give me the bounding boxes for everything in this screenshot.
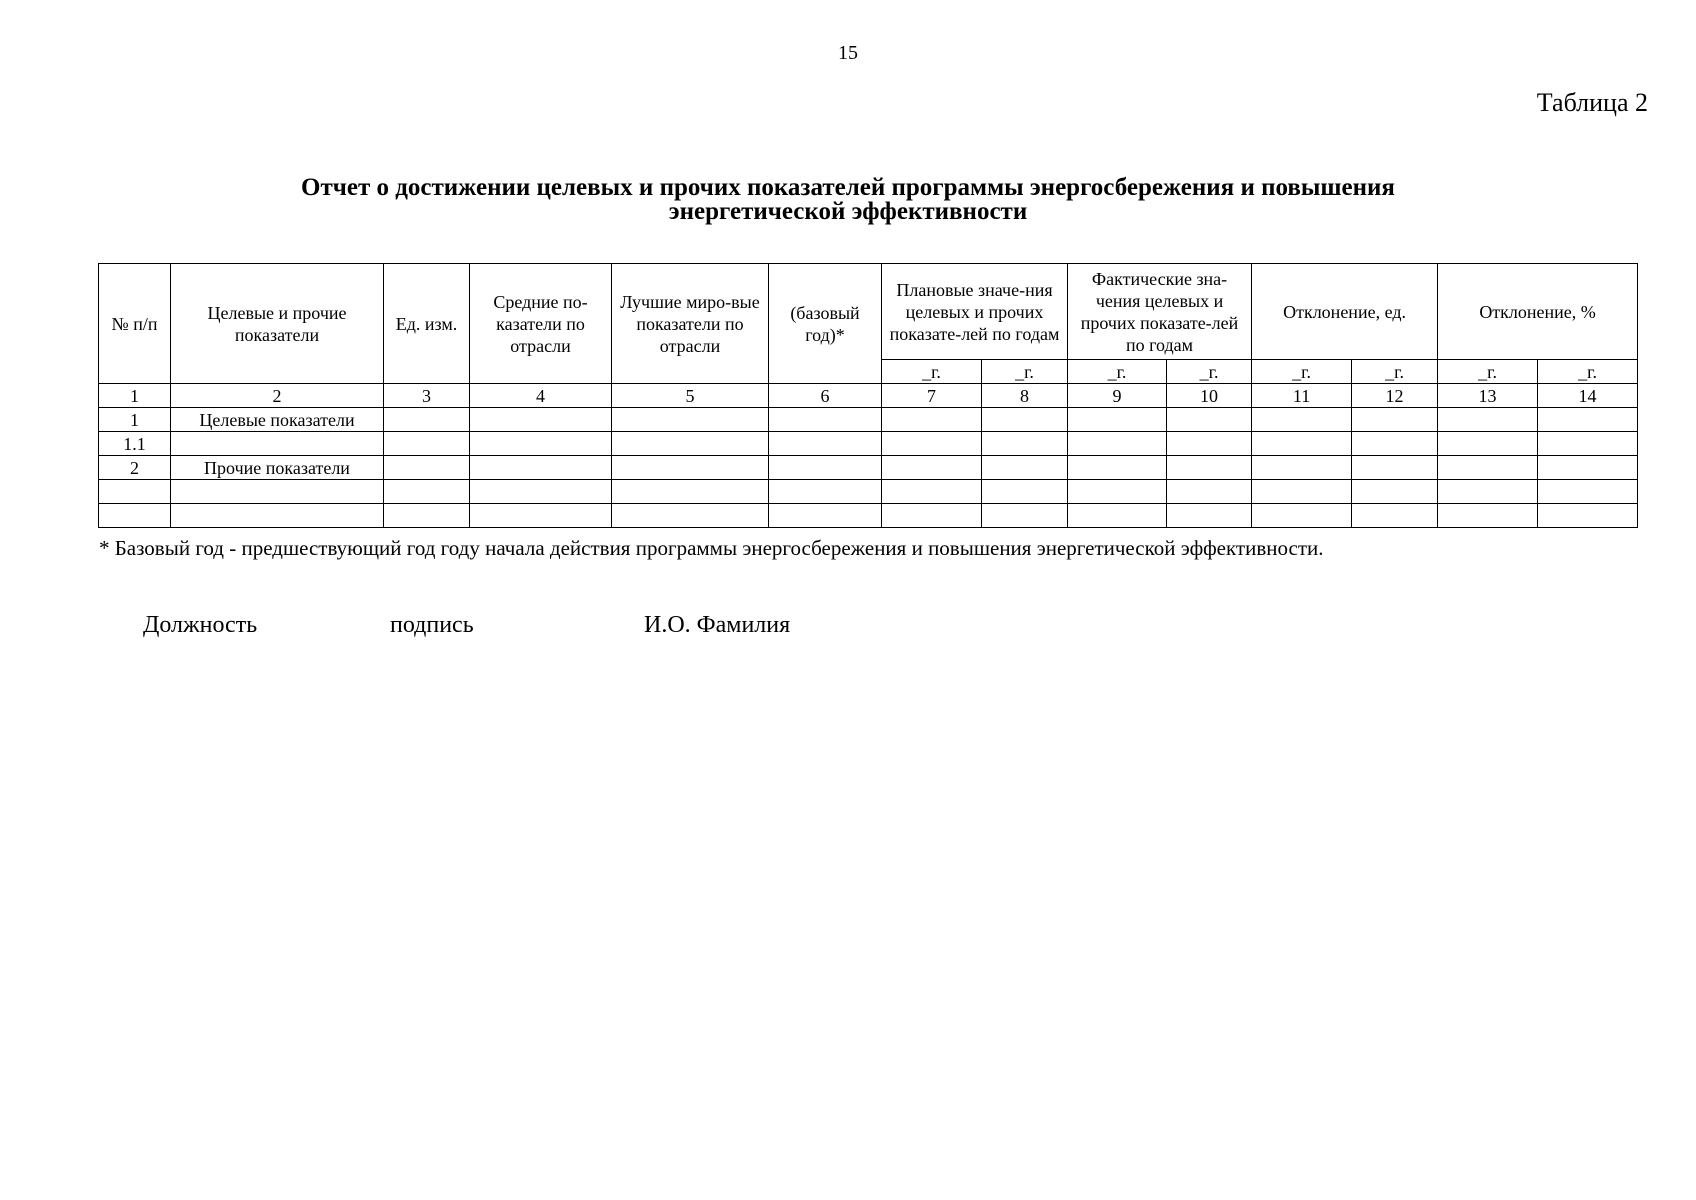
row-name: Прочие показатели [171,456,384,480]
table-row [99,408,1638,432]
row-name [171,504,384,528]
header-indicators: Целевые и прочие показатели [171,264,384,384]
header-base-year: (базовый год)* [769,264,882,384]
year-label: _г. [1252,360,1352,384]
column-number: 12 [1352,384,1438,408]
year-label: _г. [882,360,982,384]
column-number: 4 [470,384,612,408]
table-row [99,456,1638,480]
table-row [99,432,1638,456]
year-label: _г. [982,360,1068,384]
column-number: 2 [171,384,384,408]
column-number: 1 [99,384,171,408]
header-deviation-percent: Отклонение, % [1438,264,1638,360]
row-name: Целевые показатели [171,408,384,432]
row-number [99,504,171,528]
year-label: _г. [1352,360,1438,384]
header-unit: Ед. изм. [384,264,470,384]
signature-position: Должность [143,612,258,638]
header-planned-values: Плановые значе-ния целевых и прочих показате-лей по годам [882,264,1068,360]
table-label: Таблица 2 [1536,88,1648,117]
header-industry-average: Средние по-казатели по отрасли [470,264,612,384]
signature-sign: подпись [390,612,474,638]
header-row [99,264,1638,360]
row-number [99,480,171,504]
report-title-line-2: энергетической эффективности [668,198,1028,225]
row-number: 1.1 [99,432,171,456]
header-actual-values: Фактические зна-чения целевых и прочих показате-лей по годам [1068,264,1252,360]
report-title-line-1: Отчет о достижении целевых и прочих показателей программы энергосбережения и повышения [301,174,1395,201]
row-number: 2 [99,456,171,480]
year-label: _г. [1438,360,1538,384]
row-name [171,432,384,456]
footnote: * Базовый год - предшествующий год году начала действия программы энергосбережения и повышения энергетической эффективности. [99,536,1324,560]
column-number: 6 [769,384,882,408]
column-number: 11 [1252,384,1352,408]
header-world-best: Лучшие миро-вые показатели по отрасли [612,264,769,384]
column-number: 9 [1068,384,1167,408]
column-number: 14 [1538,384,1638,408]
column-number-row [99,384,1638,408]
column-number: 3 [384,384,470,408]
column-number: 7 [882,384,982,408]
column-number: 8 [982,384,1068,408]
year-label: _г. [1538,360,1638,384]
header-no: № п/п [99,264,171,384]
column-number: 5 [612,384,769,408]
report-table [98,263,1638,528]
column-number: 13 [1438,384,1538,408]
table-row [99,480,1638,504]
report-title [0,176,1696,224]
column-number: 10 [1167,384,1252,408]
table-row [99,504,1638,528]
row-number: 1 [99,408,171,432]
year-label: _г. [1167,360,1252,384]
page-number: 15 [838,42,858,64]
signature-name: И.О. Фамилия [644,612,791,638]
year-label: _г. [1068,360,1167,384]
row-name [171,480,384,504]
header-deviation-units: Отклонение, ед. [1252,264,1438,360]
